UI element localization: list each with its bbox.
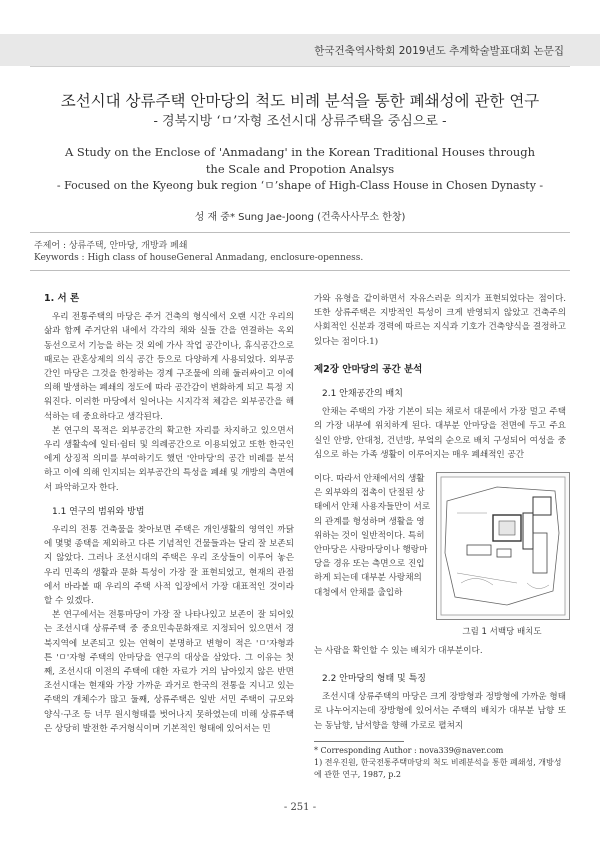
paragraph-wrap: 이다. 따라서 안채에서의 생활은 외부와의 접촉이 단절된 상태에서 안채 사용자들만이 서로의 관계를 형성하며 생활을 영위하는 것이 일반적이다. 특히 안마당은 사랑마당이나 행랑마당을 경유 또는 측면으로 진입하게 되는데 대부분 사랑채의 대청에서 안채를 출입하 — [314, 474, 431, 598]
paragraph-tail: 는 사람을 확인할 수 있는 배치가 대부분이다. — [314, 646, 483, 656]
subsection-heading-scope: 1.1 연구의 범위와 방법 — [52, 506, 145, 517]
subsection-heading-2-2: 2.2 안마당의 형태 및 특징 — [322, 674, 427, 684]
footnote-corresponding: * Corresponding Author : nova339@naver.com — [314, 746, 504, 755]
left-column — [44, 292, 294, 736]
author-line: 성 재 중* Sung Jae-Joong (건축사사무소 한창) — [194, 212, 406, 223]
paper-subtitle-english: - Focused on the Kyeong buk region ‘ㅁ’shape of High-Class House in Chosen Dynasty - — [56, 179, 544, 192]
paragraph: 우리 전통주택의 마당은 주거 건축의 형식에서 오랜 시간 우리의 삶과 함께 주거단위 내에서 각각의 채와 실들 간을 연결하는 옥외 동선으로서 기능을 하는 것 외에 가사 작업 공간이나, 휴식공간으로 때로는 관혼상제의 의식 공간 등으로 다양하게 사용되었다. 외부공간인 마당은 그것을 한정하는 경계 구조물에 의해 둘러싸이고 이에 의해 발생하는 폐쇄의 정도에 따라 공간감이 변화하게 되고 특정 지워진다. 이러한 마당에서 일어나는 시지각적 체감은 외부공간을 해석하는 데 중요하다고 생각된다. — [44, 312, 294, 422]
paragraph: 안채는 주택의 가장 기본이 되는 채로서 대문에서 가장 멀고 주택의 가장 내부에 위치하게 된다. 대부분 안마당을 전면에 두고 주요 실인 안방, 안대청, 건넌방, 부엌의 순으로 배치 구성되어 여성을 중심으로 하는 가족 생활이 이루어지는 매우 폐쇄적인 공간 — [314, 407, 566, 460]
subsection-heading-2-1: 2.1 안채공간의 배치 — [322, 389, 403, 400]
keywords-english: Keywords : High class of houseGeneral Anmadang, enclosure-openness. — [34, 253, 364, 263]
header-rule — [30, 66, 570, 67]
chapter-heading-2: 제2장 안마당의 공간 분석 — [314, 363, 423, 375]
keywords-box — [30, 232, 570, 271]
right-column-bottom — [314, 672, 566, 733]
paragraph: 우리의 전통 건축물을 찾아보면 주택은 개인생활의 영역인 까닭에 몇몇 종택을 제외하고 다른 기념적인 건물들과는 달리 잘 보존되지 않았다. 그러나 조선시대의 주택은 우리 조상들이 이루어 놓은 우리 민족의 생활과 문화 특성이 가장 잘 표현되었고, 현재의 관점에서 바라볼 때 우리의 주택 사적 입장에서 가장 대표적인 것이라 할 수 있겠다. — [44, 525, 294, 607]
right-column-top — [314, 292, 566, 462]
site-plan-drawing — [437, 473, 569, 619]
running-header: 한국건축역사학회 2019년도 추계학술발표대회 논문집 — [314, 45, 564, 57]
figure-caption: 그림 1 서백당 배치도 — [462, 627, 542, 637]
section-heading-introduction: 1. 서 론 — [44, 293, 80, 304]
paragraph: 본 연구의 목적은 외부공간의 확고한 자리를 차지하고 있으면서 우리 생활속에 일터·쉼터 및 의례공간으로 이용되었고 또한 한국인에게 상징적 의미를 부여하기도 했던 '안마당'의 공간 비례를 분석하고 이에 의해 인지되는 외부공간의 특성을 폐쇄 및 개방의 측면에서 파악하고자 한다. — [44, 425, 294, 493]
paper-subtitle-korean: - 경북지방 ‘ㅁ’자형 조선시대 상류주택을 중심으로 - — [153, 114, 447, 129]
footnote-1: 1) 전우진원, 한국전통주택마당의 척도 비례분석을 통한 폐쇄성, 개방성에 관한 연구, 1987, p.2 — [314, 758, 562, 779]
keywords-korean: 주제어 : 상류주택, 안마당, 개방과 폐쇄 — [34, 241, 188, 251]
site-plan-figure — [436, 472, 570, 620]
paragraph: 가와 유형을 같이하면서 자유스러운 의지가 표현되었다는 점이다. 또한 상류주택은 지방적인 특성이 크게 반영되지 않았고 건축주의 사회적인 신분과 경력에 따르는 지식과 기호가 건축양식을 결정하고 있다는 점이다.1) — [314, 294, 566, 347]
paper-title-english: A Study on the Enclose of 'Anmadang' in the Korean Traditional Houses through the Scale and Propotion Analsys — [64, 145, 536, 176]
footnote-rule — [314, 741, 404, 742]
paper-title-korean: 조선시대 상류주택 안마당의 척도 비례 분석을 통한 폐쇄성에 관한 연구 — [60, 92, 540, 110]
page-number: - 251 - — [283, 802, 317, 813]
paragraph: 본 연구에서는 전통마당이 가장 잘 나타나있고 보존이 잘 되어있는 조선시대 상류주택 중 중요민속문화재로 지정되어 있으면서 경북지역에 보존되고 있는 연혁이 분명하고 변형이 적은 'ㅁ'자형과 튼 'ㅁ'자형 주택의 안마당을 연구의 대상을 삼았다. 그 이유는 첫째, 조선시대 이전의 주택에 대한 자료가 거의 남아있지 않은 반면 조선시대는 현재와 가장 가까운 과거로 한국의 전통을 지니고 있는 주택의 개체수가 많고 둘째, 상류주택은 일반 서민 주택이 규모와 양식·구조 등 너무 원시형태를 벗어나지 못하였는데 비해 상류주택은 상당히 발전한 주거형식이며 기본적인 형태에 있어서는 민 — [44, 610, 294, 734]
paragraph: 조선시대 상류주택의 마당은 크게 장방형과 정방형에 가까운 형태로 나누어지는데 장방형에 있어서는 주택의 배치가 대부분 남향 또는 동남향, 남서향을 향해 가로로 펼쳐지 — [314, 692, 566, 731]
